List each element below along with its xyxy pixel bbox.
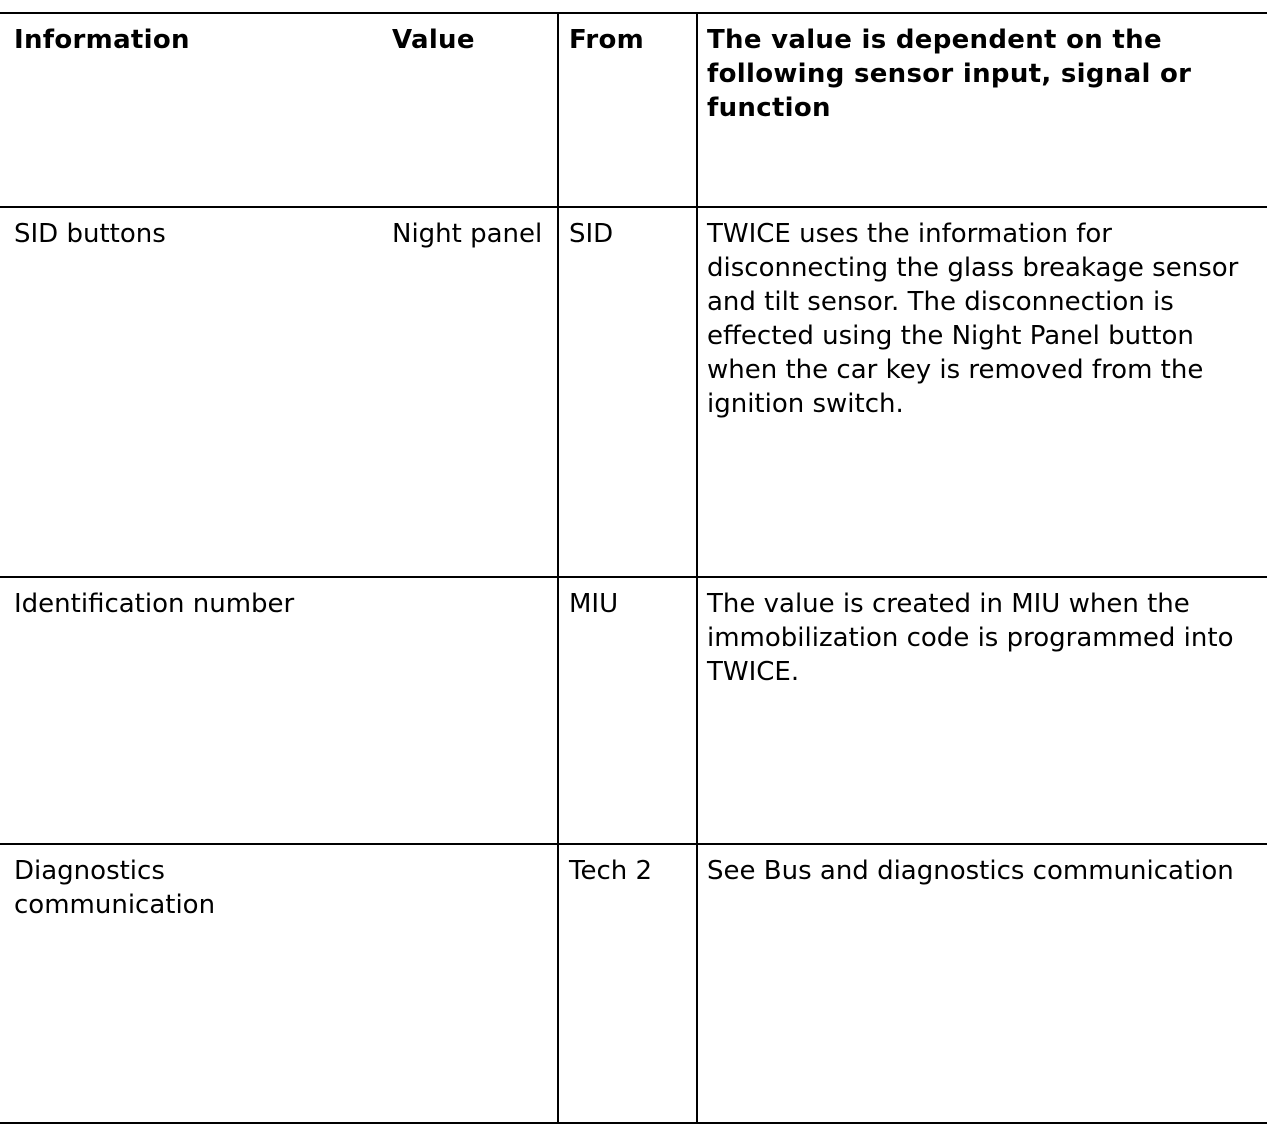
cell-value: Night panel (392, 219, 543, 249)
cell-value (378, 577, 558, 844)
cell-from: Tech 2 (558, 844, 697, 1123)
cell-dependency: TWICE uses the information for disconnecting the glass breakage sensor and tilt sensor. The disconnection is effected using the Night Panel button when the car key is removed from the ignition switch. (697, 207, 1267, 577)
table-row (0, 577, 1267, 844)
table-row (0, 844, 1267, 1123)
info-table (0, 12, 1267, 1124)
cell-information: SID buttons (14, 219, 166, 249)
header-value: Value (392, 25, 475, 55)
info-table-container (0, 12, 1267, 1124)
cell-dependency: The value is created in MIU when the immobilization code is programmed into TWICE. (697, 577, 1267, 844)
cell-from: MIU (558, 577, 697, 844)
header-dependency: The value is dependent on the following sensor input, signal or function (697, 13, 1267, 207)
table-header-row (0, 13, 1267, 207)
header-from: From (558, 13, 697, 207)
header-information: Information (14, 25, 190, 55)
table-row (0, 207, 1267, 577)
cell-information: Identification number (14, 589, 295, 619)
cell-value (378, 844, 558, 1123)
cell-information: Diagnostics communication (14, 856, 216, 920)
cell-dependency: See Bus and diagnostics communication (697, 844, 1267, 1123)
cell-from: SID (558, 207, 697, 577)
